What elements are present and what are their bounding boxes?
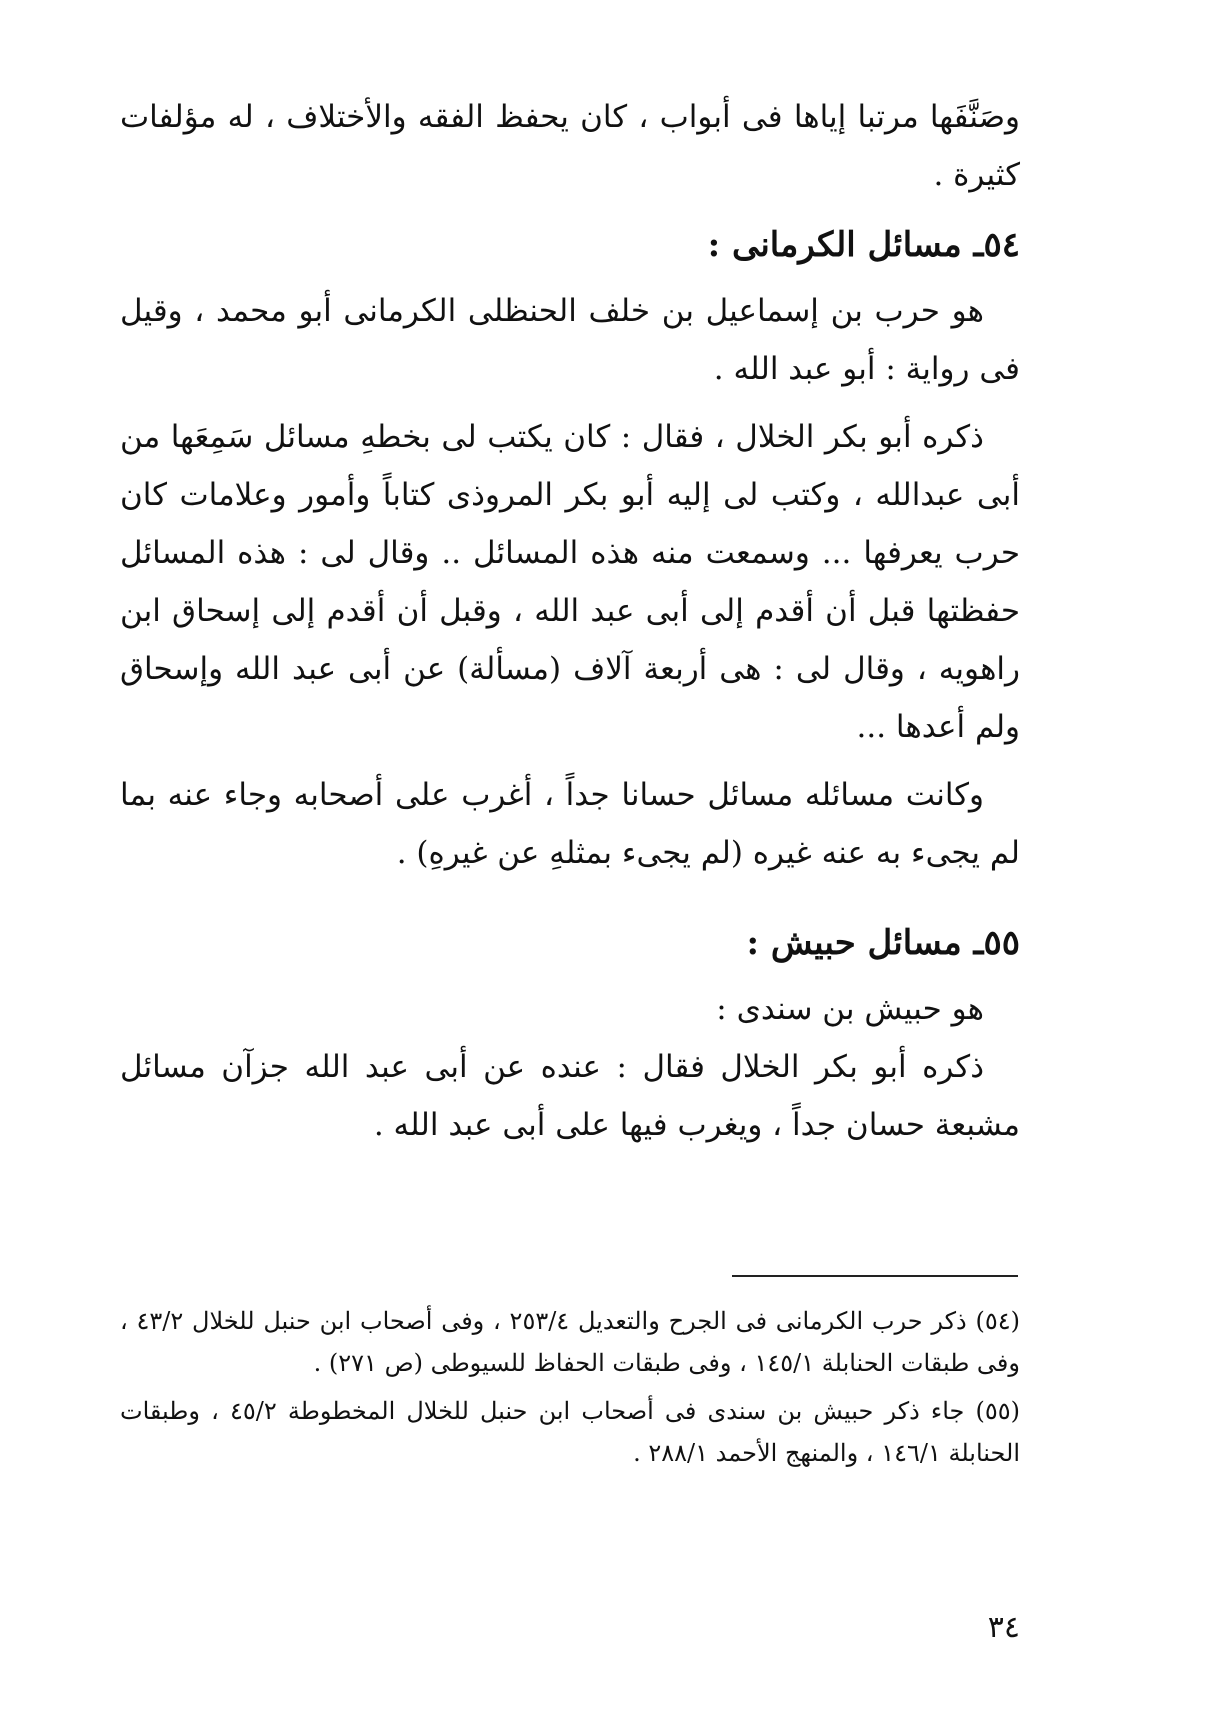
- page-number: ٣٤: [987, 1610, 1020, 1645]
- footnote-55: (٥٥) جاء ذكر حبيش بن سندى فى أصحاب ابن حنبل للخلال المخطوطة ٤٥/٢ ، وطبقات الحنابلة ١٤٦/١ ، والمنهج الأحمد ٢٨٨/١ .: [120, 1397, 1021, 1467]
- harb-paragraph-2: ذكره أبو بكر الخلال ، فقال : كان يكتب لى بخطهِ مسائل سَمِعَها من أبى عبدالله ، وكتب لى إليه أبو بكر المروذى كتاباً وأمور وعلامات كان حرب يعرفها ... وسمعت منه هذه المسائل .. وقال لى : هذه المسائل حفظتها قبل أن أقدم إلى أبى عبد الله ، وقبل أن أقدم إلى إسحاق ابن راهويه ، وقال لى : هى أربعة آلاف (مسألة) عن أبى عبد الله وإسحاق ولم أعدها ...: [120, 419, 1020, 745]
- hubaysh-paragraph-1: هو حبيش بن سندى :: [716, 991, 984, 1027]
- intro-paragraph: وصَنَّفَها مرتبا إياها فى أبواب ، كان يحفظ الفقه والأختلاف ، له مؤلفات كثيرة .: [120, 99, 1020, 193]
- main-text: [120, 88, 1020, 1154]
- harb-paragraph-3: وكانت مسائله مسائل حسانا جداً ، أغرب على أصحابه وجاء عنه بما لم يجىء به عنه غيره (لم يجىء بمثلهِ عن غيرهِ) .: [120, 777, 1020, 871]
- hubaysh-paragraph-2: ذكره أبو بكر الخلال فقال : عنده عن أبى عبد الله جزآن مسائل مشبعة حسان جداً ، ويغرب فيها على أبى عبد الله .: [120, 1049, 1020, 1143]
- harb-paragraph-1: هو حرب بن إسماعيل بن خلف الحنظلى الكرمانى أبو محمد ، وقيل فى رواية : أبو عبد الله .: [120, 293, 1020, 387]
- footnotes: [120, 1300, 1020, 1480]
- section-heading-54: ٥٤ـ مسائل الكرمانى :: [707, 225, 1020, 265]
- footnote-divider: [732, 1275, 1018, 1277]
- section-heading-55: ٥٥ـ مسائل حبيش :: [746, 923, 1020, 963]
- footnote-54: (٥٤) ذكر حرب الكرمانى فى الجرح والتعديل ٢٥٣/٤ ، وفى أصحاب ابن حنبل للخلال ٤٣/٢ ، وفى طبقات الحنابلة ١٤٥/١ ، وفى طبقات الحفاظ للسيوطى (ص ٢٧١) .: [120, 1307, 1020, 1377]
